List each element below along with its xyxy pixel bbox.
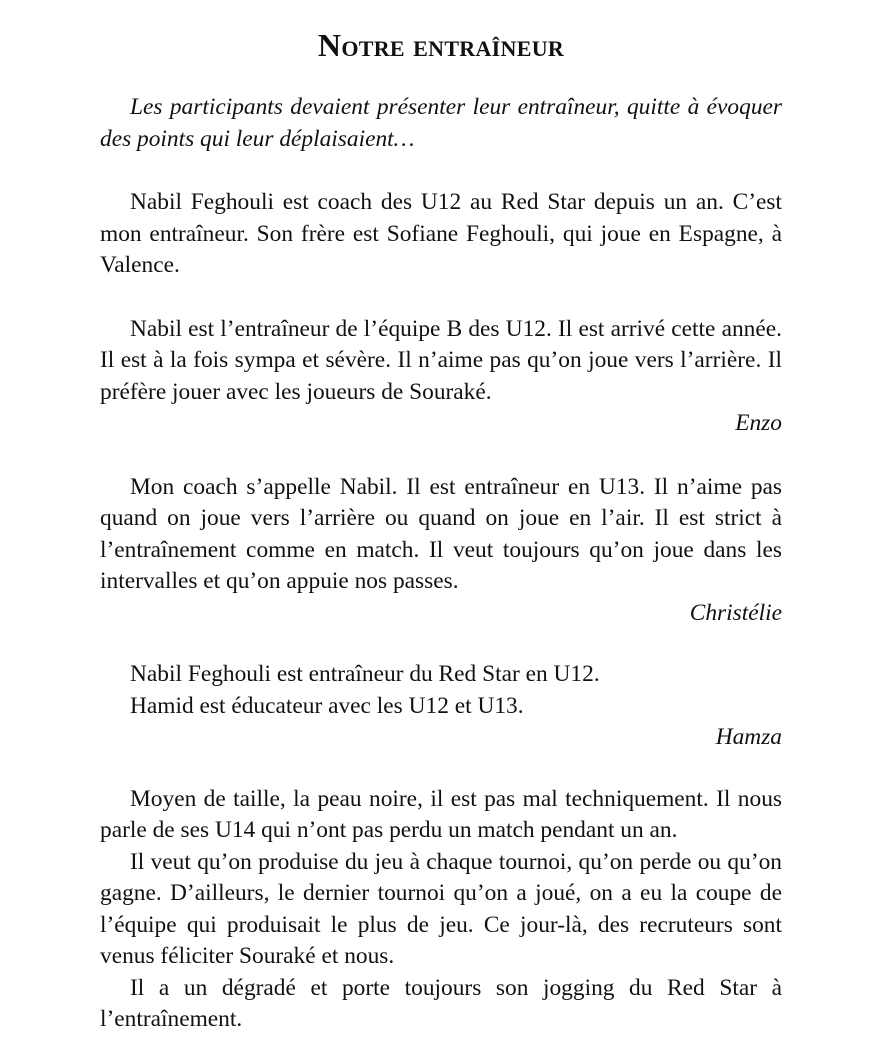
page bbox=[100, 18, 782, 1036]
signature-christelie: Christélie bbox=[689, 599, 782, 626]
spacer bbox=[100, 629, 782, 659]
spacer bbox=[100, 754, 782, 784]
section-5-paragraph-3: Il a un dégradé et porte toujours son jogging du Red Star à l’entraînement. bbox=[100, 974, 782, 1032]
section-3-paragraph: Mon coach s’appelle Nabil. Il est entraîneur en U13. Il n’aime pas quand on joue vers l’arrière ou quand on joue en l’air. Il est strict à l’entraînement comme en match. Il veut toujours qu’on joue dans les intervalles et qu’on appuie nos passes. bbox=[100, 473, 782, 594]
spacer bbox=[100, 155, 782, 187]
section-4-line-1: Nabil Feghouli est entraîneur du Red Star en U12. bbox=[130, 661, 600, 687]
intro-text: Les participants devaient présenter leur entraîneur, quitte à évoquer des points qui leur déplaisaient… bbox=[100, 94, 782, 152]
section-2-paragraph: Nabil est l’entraîneur de l’équipe B des U12. Il est arrivé cette année. Il est à la fois sympa et sévère. Il n’aime pas qu’on joue vers l’arrière. Il préfère jouer avec les joueurs de Souraké. bbox=[100, 315, 782, 405]
spacer bbox=[100, 282, 782, 314]
section-5-paragraph-1: Moyen de taille, la peau noire, il est pas mal techniquement. Il nous parle de ses U14 qui n’ont pas perdu un match pendant un an. bbox=[100, 785, 782, 843]
signature-enzo: Enzo bbox=[735, 410, 782, 436]
section-1-paragraph: Nabil Feghouli est coach des U12 au Red Star depuis un an. C’est mon entraîneur. Son frère est Sofiane Feghouli, qui joue en Espagne, à Valence. bbox=[100, 189, 782, 278]
section-5-paragraph-2: Il veut qu’on produise du jeu à chaque tournoi, qu’on perde ou qu’on gagne. D’ailleurs, le dernier tournoi qu’on a joué, on a eu la coupe de l’équipe qui produisait le plus de jeu. Ce jour-là, des recruteurs sont venus féliciter Souraké et nous. bbox=[100, 848, 782, 969]
spacer bbox=[100, 440, 782, 472]
section-4-line-2: Hamid est éducateur avec les U12 et U13. bbox=[130, 692, 524, 719]
page-title: Notre entraîneur bbox=[317, 27, 565, 63]
signature-hamza: Hamza bbox=[715, 724, 782, 750]
